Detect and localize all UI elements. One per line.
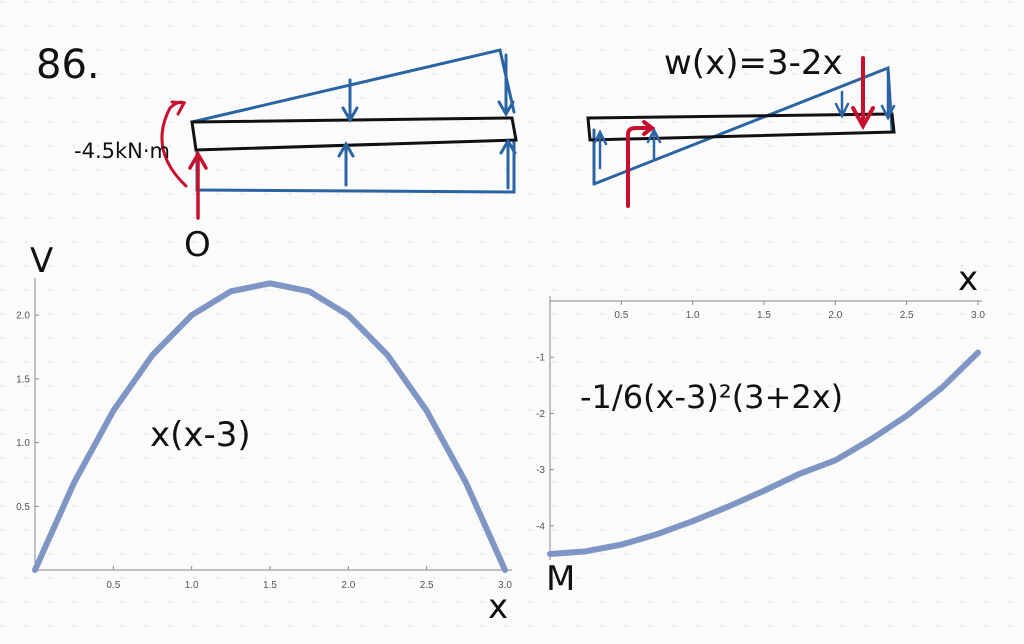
y-tick-label: -3: [536, 465, 545, 477]
y-tick-label: 0.5: [16, 501, 30, 513]
moment-axis-label: M: [546, 559, 576, 599]
y-tick-label: 2.0: [16, 310, 30, 322]
x-tick-label: 0.5: [614, 310, 629, 321]
moment-label: -4.5kN·m: [74, 139, 170, 163]
y-tick-label: 1.5: [16, 374, 30, 386]
shear-expression: x(x-3): [150, 415, 251, 455]
origin-label: O: [184, 225, 211, 265]
x-tick-label: 0.5: [106, 580, 121, 591]
x-tick-label: 3.0: [498, 580, 512, 591]
x-tick-label: 1.5: [263, 580, 277, 591]
moment-expression: -1/6(x-3)²(3+2x): [580, 378, 844, 416]
x-tick-label: 1.5: [757, 310, 771, 321]
x-tick-label: 2.0: [341, 580, 356, 591]
x-tick-label: 2.5: [899, 310, 914, 321]
shear-x-label: x: [488, 587, 509, 627]
shear-axis-label: V: [30, 241, 54, 281]
load-equation: w(x)=3-2x: [664, 43, 843, 83]
y-tick-label: -4: [536, 521, 545, 533]
x-tick-label: 1.0: [685, 310, 700, 321]
x-tick-label: 2.5: [419, 580, 434, 591]
x-tick-label: 1.0: [184, 580, 199, 591]
y-tick-label: 1.0: [16, 438, 30, 450]
x-tick-label: 2.0: [828, 310, 843, 321]
y-tick-label: -1: [536, 352, 545, 364]
problem-number: 86.: [36, 42, 100, 88]
moment-x-label: x: [958, 259, 979, 299]
y-tick-label: -2: [536, 408, 545, 420]
x-tick-label: 3.0: [971, 310, 985, 321]
